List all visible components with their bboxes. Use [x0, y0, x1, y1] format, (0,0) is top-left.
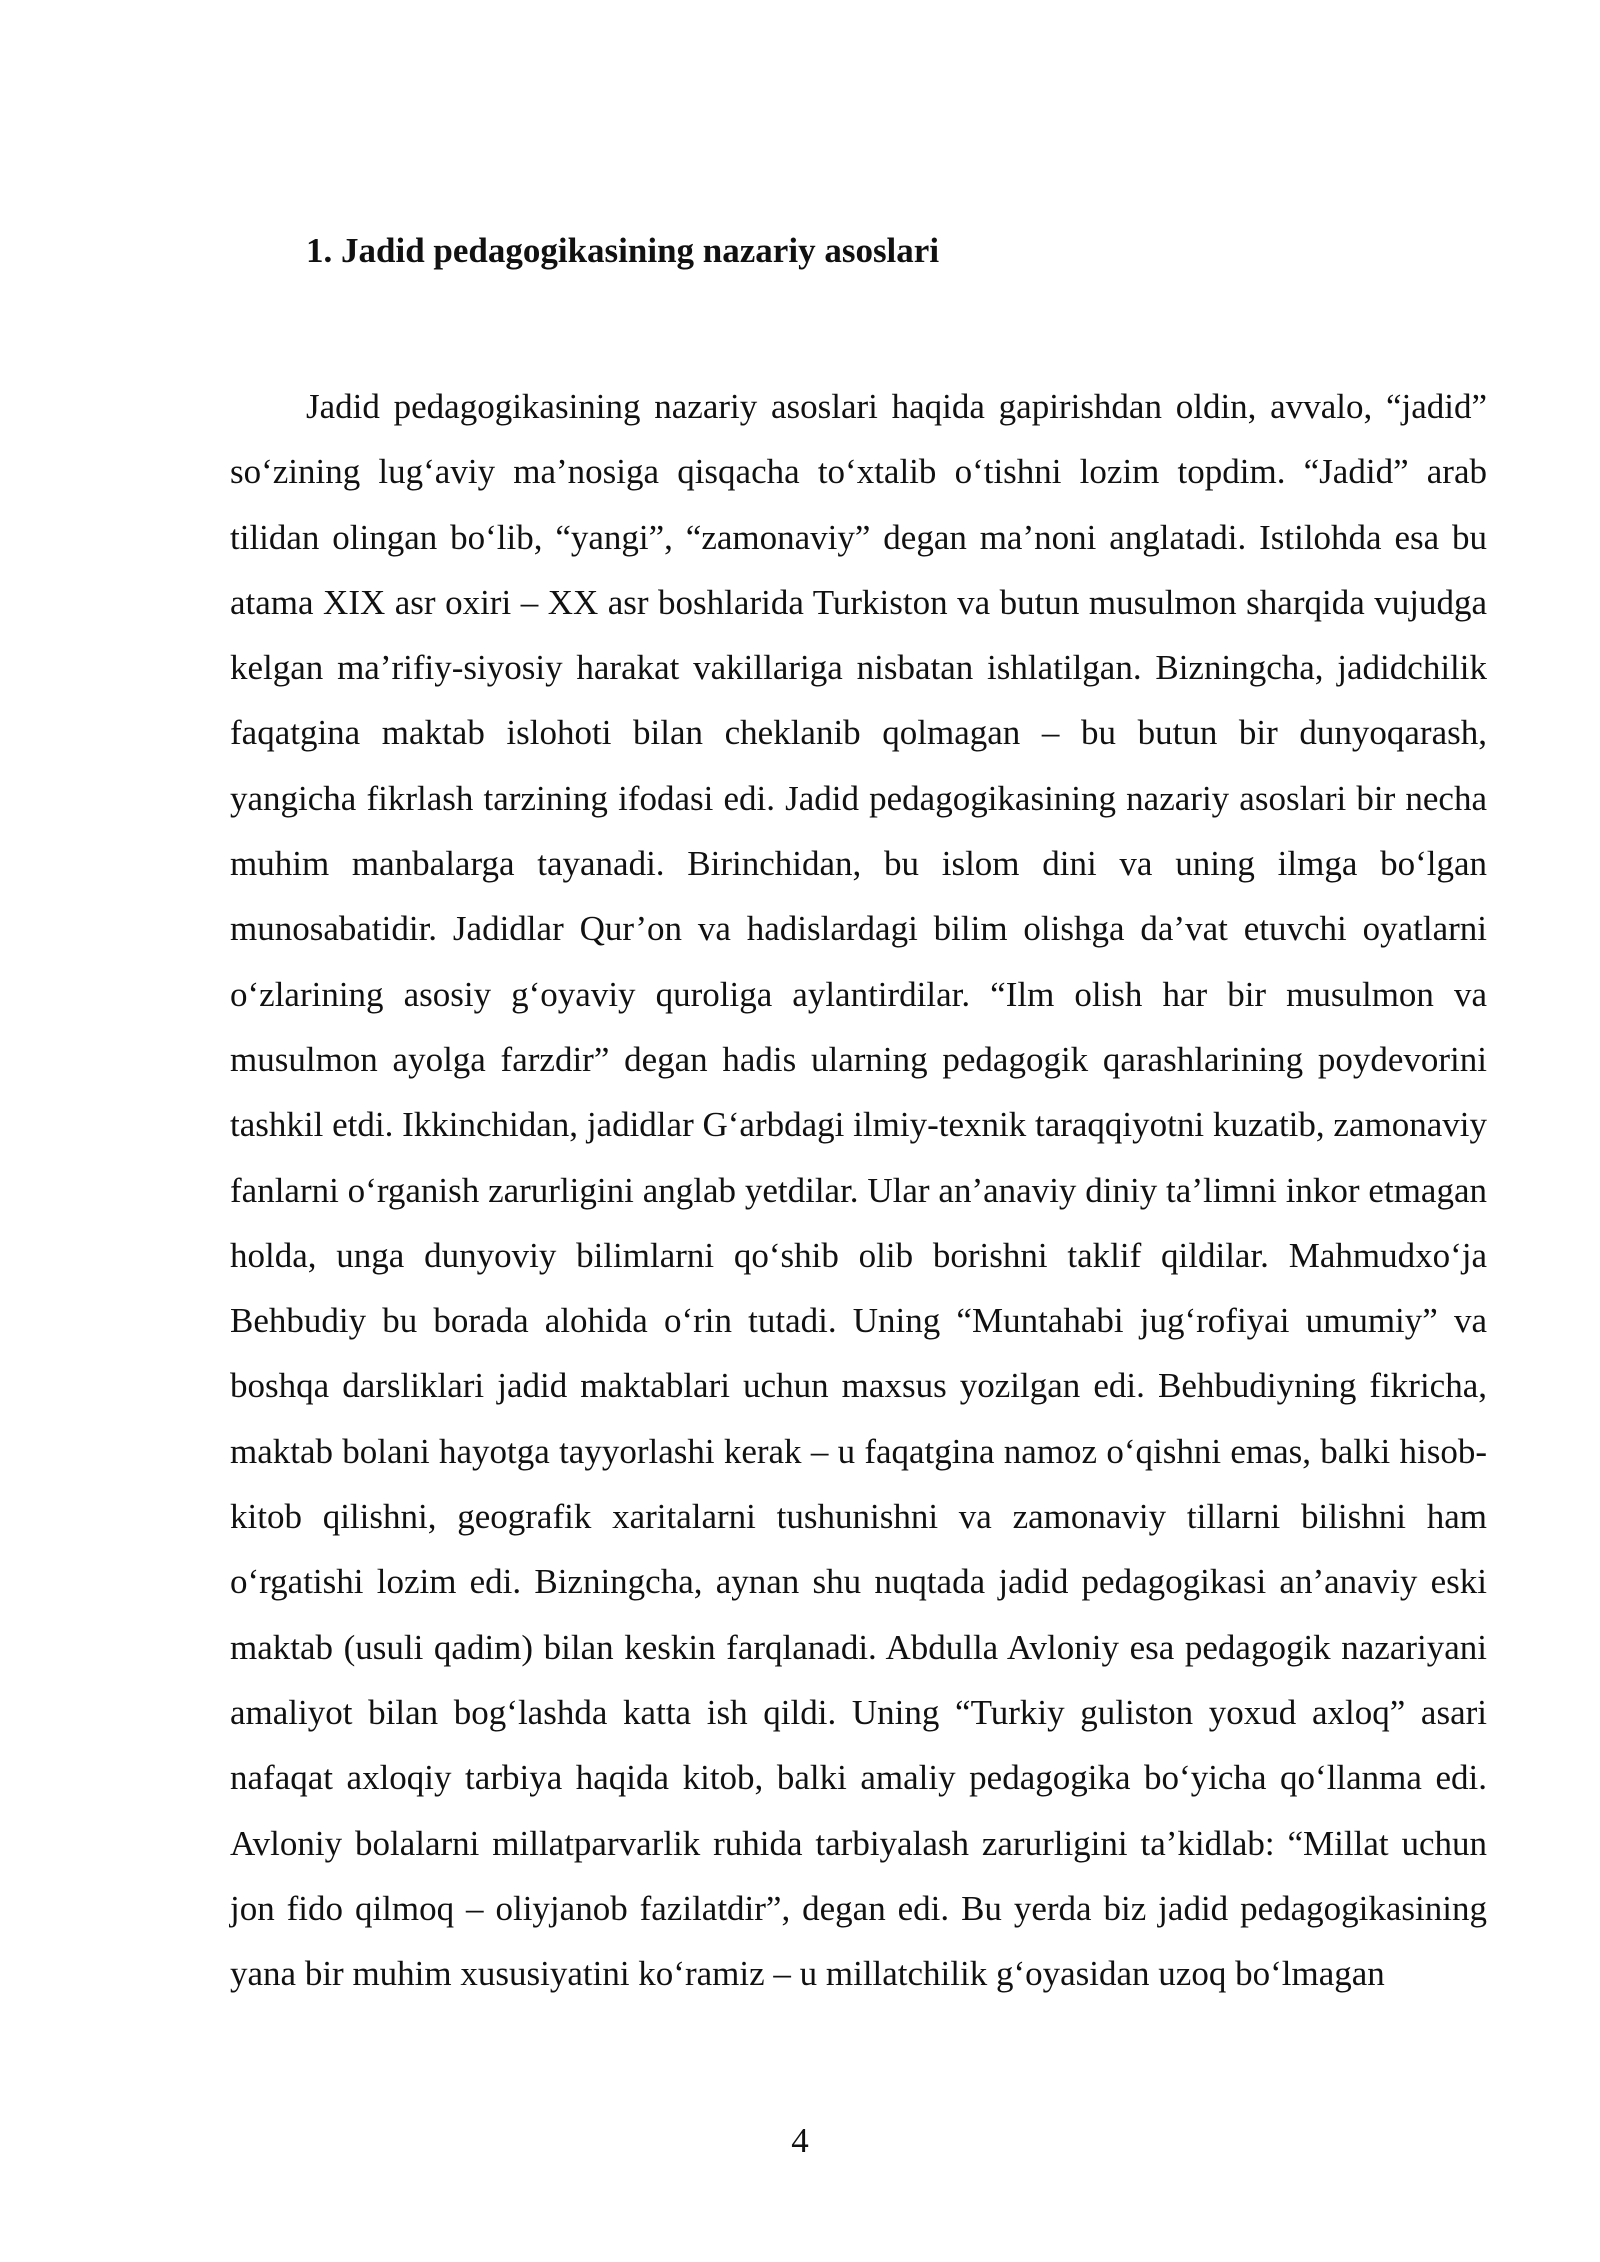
section-heading: 1. Jadid pedagogikasining nazariy asoslari: [306, 231, 940, 270]
page-number: 4: [791, 2121, 809, 2160]
body-paragraph: Jadid pedagogikasining nazariy asoslari haqida gapirishdan oldin, avvalo, “jadid” so‘zining lug‘aviy ma’nosiga qisqacha to‘xtalib o‘tishni lozim topdim. “Jadid” arab tilidan olingan bo‘lib, “yangi”, “zamonaviy” degan ma’noni anglatadi. Istilohda esa bu atama XIX asr oxiri – XX asr boshlarida Turkiston va butun musulmon sharqida vujudga kelgan ma’rifiy-siyosiy harakat vakillariga nisbatan ishlatilgan. Bizningcha, jadidchilik faqatgina maktab islohoti bilan cheklanib qolmagan – bu butun bir dunyoqarash, yangicha fikrlash tarzining ifodasi edi. Jadid pedagogikasining nazariy asoslari bir necha muhim manbalarga tayanadi. Birinchidan, bu islom dini va uning ilmga bo‘lgan munosabatidir. Jadidlar Qur’on va hadislardagi bilim olishga da’vat etuvchi oyatlarni o‘zlarining asosiy g‘oyaviy quroliga aylantirdilar. “Ilm olish har bir musulmon va musulmon ayolga farzdir” degan hadis ularning pedagogik qarashlarining poydevorini tashkil etdi. Ikkinchidan, jadidlar G‘arbdagi ilmiy-texnik taraqqiyotni kuzatib, zamonaviy fanlarni o‘rganish zarurligini anglab yetdilar. Ular an’anaviy diniy ta’limni inkor etmagan holda, unga dunyoviy bilimlarni qo‘shib olib borishni taklif qildilar. Mahmudxo‘ja Behbudiy bu borada alohida o‘rin tutadi. Uning “Muntahabi jug‘rofiyai umumiy” va boshqa darsliklari jadid maktablari uchun maxsus yozilgan edi. Behbudiyning fikricha, maktab bolani hayotga tayyorlashi kerak – u faqatgina namoz o‘qishni emas, balki hisob-kitob qilishni, geografik xaritalarni tushunishni va zamonaviy tillarni bilishni ham o‘rgatishi lozim edi. Bizningcha, aynan shu nuqtada jadid pedagogikasi an’anaviy eski maktab (usuli qadim) bilan keskin farqlanadi. Abdulla Avloniy esa pedagogik nazariyani amaliyot bilan bog‘lashda katta ish qildi. Uning “Turkiy guliston yoxud axloq” asari nafaqat axloqiy tarbiya haqida kitob, balki amaliy pedagogika bo‘yicha qo‘llanma edi. Avloniy bolalarni millatparvarlik ruhida tarbiyalash zarurligini ta’kidlab: “Millat uchun jon fido qilmoq – oliyjanob fazilatdir”, degan edi. Bu yerda biz jadid pedagogikasining yana bir muhim xususiyatini ko‘ramiz – u millatchilik g‘oyasidan uzoq bo‘lmagan: [230, 387, 1487, 1994]
